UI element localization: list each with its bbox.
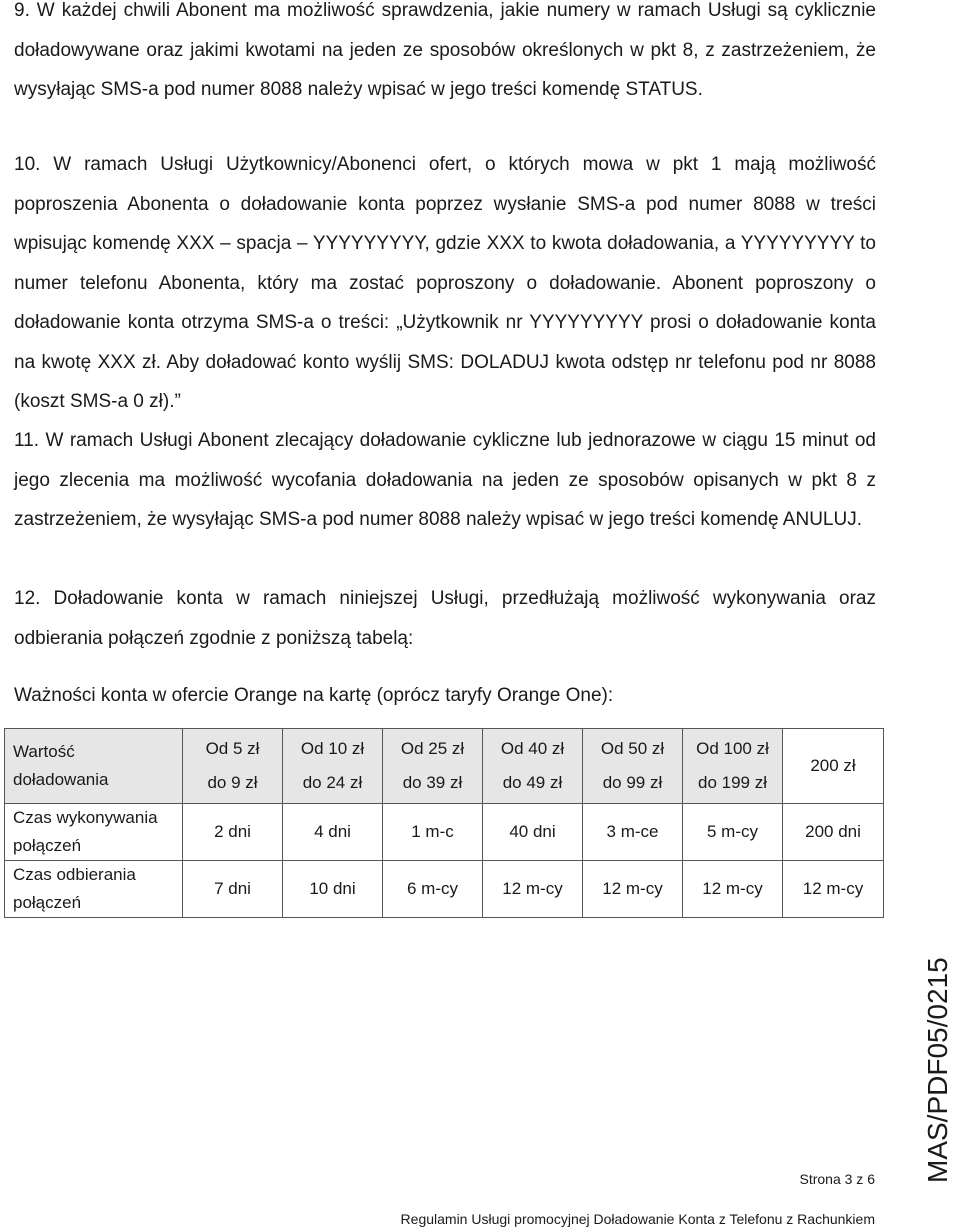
table-caption: Ważności konta w ofercie Orange na kartę (oprócz taryfy Orange One): xyxy=(14,685,614,706)
amount-to: do 39 zł xyxy=(402,773,463,792)
amount-cell xyxy=(583,729,683,804)
paragraph-11: 11. W ramach Usługi Abonent zlecający doładowanie cykliczne lub jednorazowe w ciągu 15 minut od jego zlecenia ma możliwość wycofania doładowania na jeden ze sposobów opisanych w pkt 8 z zastrzeżeniem, że wysyłając SMS-a pod numer 8088 należy wpisać w jego treści komendę ANULUJ. xyxy=(14,430,876,530)
table-cell: 1 m-c xyxy=(383,804,483,861)
amount-from: Od 40 zł xyxy=(500,739,565,758)
amount-cell xyxy=(783,729,884,804)
amount-to: do 49 zł xyxy=(502,773,563,792)
amount-from: Od 25 zł xyxy=(400,739,465,758)
amount-cell xyxy=(483,729,583,804)
table-cell: 12 m-cy xyxy=(683,861,783,918)
table-cell: 40 dni xyxy=(483,804,583,861)
row-label-line: Czas wykonywania xyxy=(13,808,158,827)
page-separator: z xyxy=(852,1171,868,1187)
amount-cell xyxy=(283,729,383,804)
table-cell: 6 m-cy xyxy=(383,861,483,918)
paragraph-9: 9. W każdej chwili Abonent ma możliwość sprawdzenia, jakie numery w ramach Usługi są cyklicznie doładowywane oraz jakimi kwotami na jeden ze sposobów określonych w pkt 8, z zastrzeżeniem, że wysyłając SMS-a pod numer 8088 należy wpisać w jego treści komendę STATUS. xyxy=(14,0,876,100)
table-row xyxy=(5,861,884,918)
amount-cell xyxy=(183,729,283,804)
page-current: 3 xyxy=(844,1171,853,1187)
document-code: MAS/PDF05/0215 xyxy=(922,957,953,1183)
row-label-cell xyxy=(5,861,183,918)
paragraph-12: 12. Doładowanie konta w ramach niniejszej Usługi, przedłużają możliwość wykonywania oraz odbierania połączeń zgodnie z poniższą tabelą: xyxy=(14,588,876,649)
header-label-line: doładowania xyxy=(13,770,109,789)
table-cell: 10 dni xyxy=(283,861,383,918)
row-label-line: połączeń xyxy=(13,836,82,855)
table-cell: 200 dni xyxy=(783,804,884,861)
page-total: 6 xyxy=(867,1171,875,1187)
footer-title: Regulamin Usługi promocyjnej Doładowanie Konta z Telefonu z Rachunkiem xyxy=(400,1211,875,1227)
table-cell: 12 m-cy xyxy=(783,861,884,918)
table-cell: 7 dni xyxy=(183,861,283,918)
amount-cell xyxy=(383,729,483,804)
table-cell: 12 m-cy xyxy=(583,861,683,918)
row-label-cell xyxy=(5,804,183,861)
page-prefix: Strona xyxy=(799,1171,845,1187)
amount-to: do 199 zł xyxy=(698,773,767,792)
amount-to: do 9 zł xyxy=(207,773,258,792)
header-label-line: Wartość xyxy=(13,742,75,761)
page-number xyxy=(799,1168,875,1190)
amount-from: Od 100 zł xyxy=(696,739,769,758)
amount-from: Od 5 zł xyxy=(205,739,260,758)
amount-from: Od 50 zł xyxy=(600,739,665,758)
table-cell: 3 m-ce xyxy=(583,804,683,861)
amount-to: do 24 zł xyxy=(302,773,363,792)
header-label-cell xyxy=(5,729,183,804)
validity-table xyxy=(4,728,884,918)
amount-single: 200 zł xyxy=(810,756,856,775)
row-label-line: Czas odbierania xyxy=(13,865,136,884)
table-cell: 12 m-cy xyxy=(483,861,583,918)
table-header-row xyxy=(5,729,884,804)
table-row xyxy=(5,804,884,861)
amount-from: Od 10 zł xyxy=(300,739,365,758)
row-label-line: połączeń xyxy=(13,893,82,912)
amount-cell xyxy=(683,729,783,804)
table-cell: 2 dni xyxy=(183,804,283,861)
paragraph-10: 10. W ramach Usługi Użytkownicy/Abonenci ofert, o których mowa w pkt 1 mają możliwość poproszenia Abonenta o doładowanie konta poprzez wysłanie SMS-a pod numer 8088 w treści wpisując komendę XXX – spacja – YYYYYYYYY, gdzie XXX to kwota doładowania, a YYYYYYYYY to numer telefonu Abonenta, który ma zostać poproszony o doładowanie. Abonent poproszony o doładowanie konta otrzyma SMS-a o treści: „Użytkownik nr YYYYYYYYY prosi o doładowanie konta na kwotę XXX zł. Aby doładować konto wyślij SMS: DOLADUJ kwota odstęp nr telefonu pod nr 8088 (koszt SMS-a 0 zł).” xyxy=(14,154,876,412)
table-cell: 5 m-cy xyxy=(683,804,783,861)
table-cell: 4 dni xyxy=(283,804,383,861)
amount-to: do 99 zł xyxy=(602,773,663,792)
